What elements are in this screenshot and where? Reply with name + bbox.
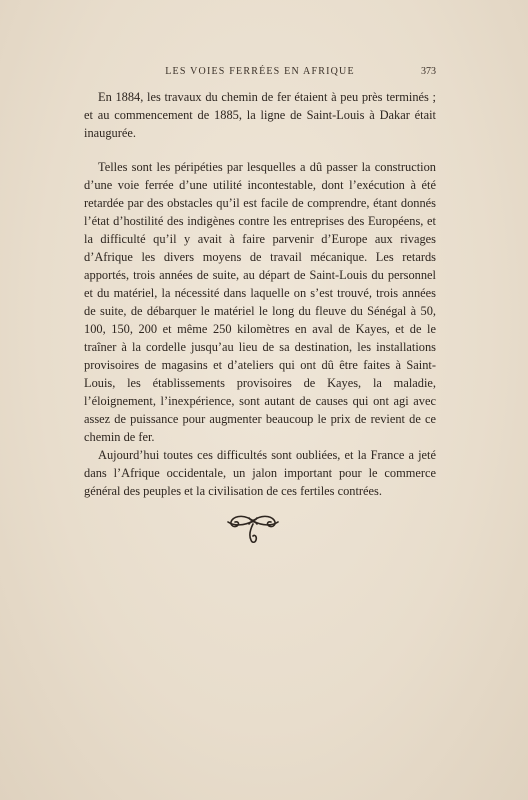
running-title: LES VOIES FERRÉES EN AFRIQUE [165,66,355,77]
paragraph-2: Telles sont les péripéties par lesquelles a dû passer la construction d’une voie ferrée d’une utilité incontestable, dont l’exécution à été retardée par des obstacles qu’il est facile de comprendre, étant donnés l’état d’hostilité des indigènes contre les entreprises des Européens, et la difficulté qu’il y avait à faire parvenir d’Europe aux rivages d’Afrique les divers moyens de travail mécanique. Les retards apportés, trois années de suite, au départ de Saint-Louis du personnel et du matériel, la nécessité dans laquelle on s’est trouvé, trois années de suite, de débarquer le matériel le long du fleuve du Sénégal à 50, 100, 150, 200 et même 250 kilomètres en aval de Kayes, et de le traîner à la cordelle jusqu’au lieu de sa destination, les installations provisoires de magasins et d’ateliers qui ont dû être faites à Saint-Louis, les établissements provisoires de Kayes, la maladie, l’éloignement, l’inexpérience, sont autant de causes qui ont agi avec assez de puissance pour augmenter beaucoup le prix de revient de ce chemin de fer. [84,160,436,444]
paragraph-1: En 1884, les travaux du chemin de fer étaient à peu près terminés ; et au commencement de 1885, la ligne de Saint-Louis à Dakar était inaugurée. [84,90,436,140]
paragraph-3: Aujourd’hui toutes ces difficultés sont oubliées, et la France a jeté dans l’Afrique occidentale, un jalon important pour le commerce général des peuples et la civilisation de ces fertiles contrées. [84,448,436,498]
fleuron-ornament-icon [222,512,284,548]
running-head [84,66,436,80]
body-text [84,88,436,500]
page-number: 373 [421,66,436,77]
